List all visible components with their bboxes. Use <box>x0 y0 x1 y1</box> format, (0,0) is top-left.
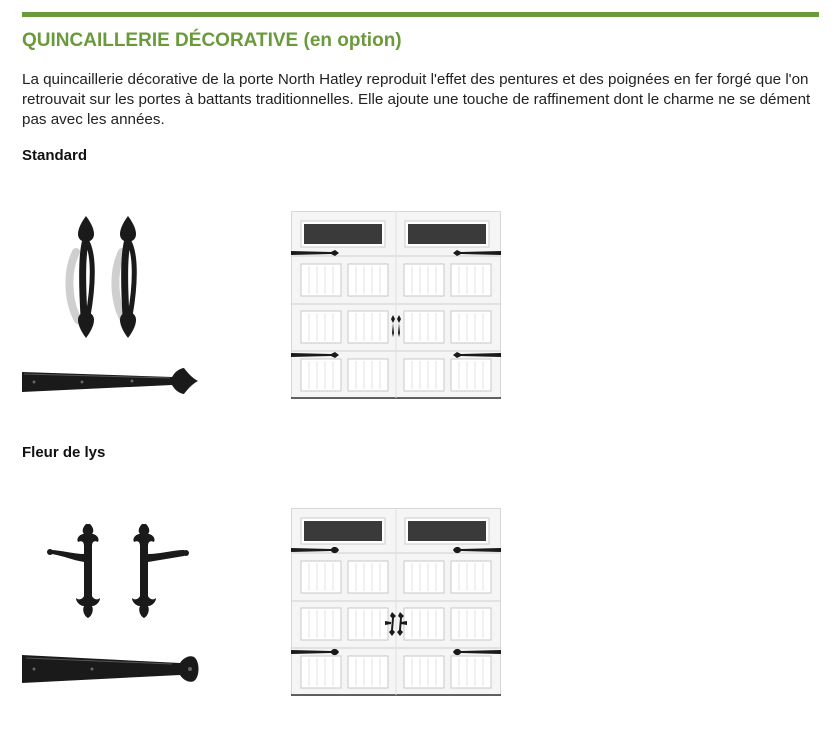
style-heading-standard: Standard <box>22 147 88 164</box>
style-heading-fleur-de-lys: Fleur de lys <box>22 444 106 461</box>
section-intro: La quincaillerie décorative de la porte North Hatley reproduit l'effet des pentures et des poignées en fer forgé que l'on retrouvait sur les portes à battants traditionnelles. Elle ajoute une touche de raffinement dont le charme ne se dément pas avec les années. <box>22 71 811 128</box>
section-divider <box>22 12 819 17</box>
spade-handle-icon <box>60 212 150 342</box>
garage-door-fleur-de-lys-hardware-icon <box>291 508 501 696</box>
section-title: QUINCAILLERIE DÉCORATIVE (en option) <box>22 30 402 51</box>
garage-door-standard-hardware-icon <box>291 211 501 399</box>
fleur-de-lys-handle-icon <box>46 520 191 620</box>
round-strap-hinge-icon <box>22 651 202 687</box>
spade-strap-hinge-icon <box>22 366 202 398</box>
